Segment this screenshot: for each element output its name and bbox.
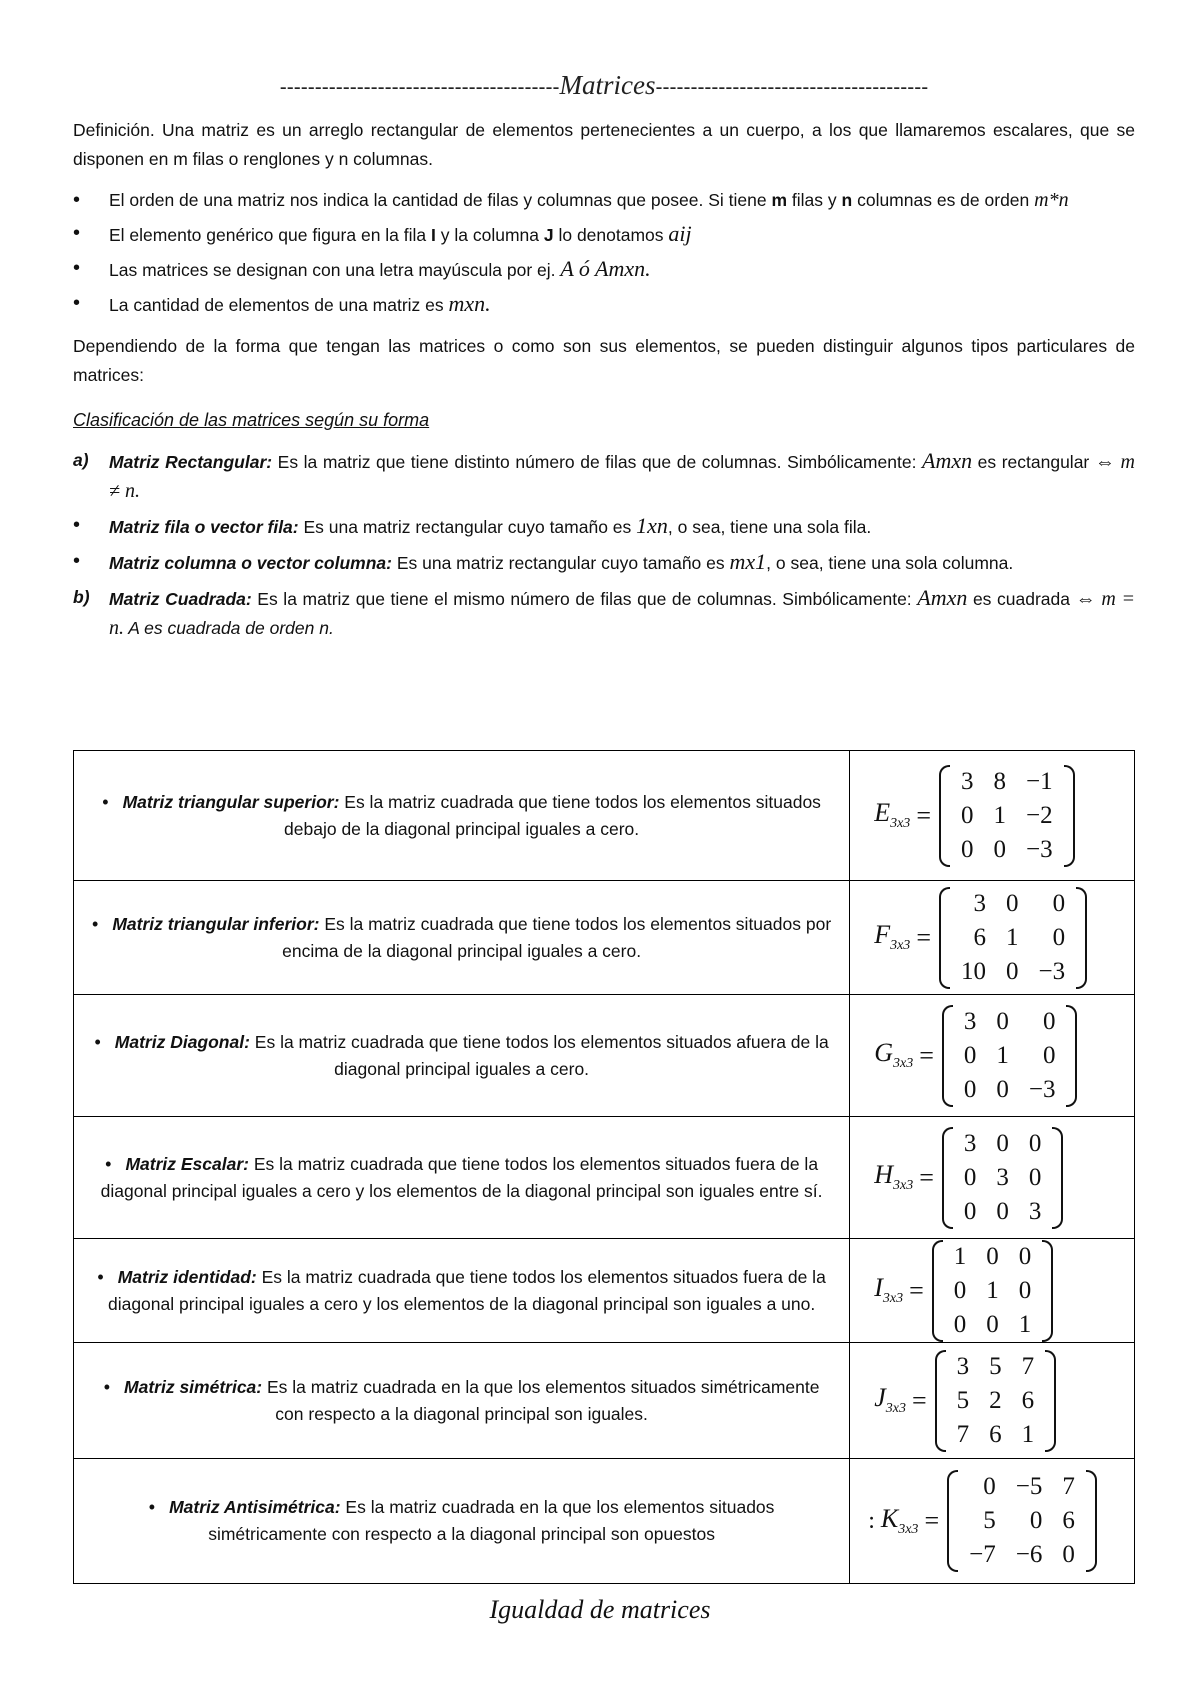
matrix-example [850, 995, 1135, 1117]
matrix-cell: 0 [1062, 1541, 1075, 1568]
matrix-type-text: Es la matriz cuadrada en la que los elementos situados simétricamente con respecto a la diagonal principal son iguales. [262, 1376, 820, 1424]
matrix-cell: 8 [993, 767, 1006, 795]
matrix-type-name: Matriz Antisimétrica: [169, 1497, 341, 1517]
matrix-brackets [942, 1127, 1064, 1229]
matrix-cell: −2 [1025, 801, 1053, 829]
matrix-type-name: Matriz triangular superior: [122, 791, 340, 812]
matrix-type-name: Matriz simétrica: [124, 1376, 263, 1397]
title-text: Matrices [559, 70, 656, 100]
equals-sign: = [909, 1275, 924, 1305]
matrix-grid [951, 887, 1075, 989]
matrix-type-name: Matriz triangular inferior: [112, 913, 320, 934]
matrix-brackets [932, 1240, 1054, 1342]
matrix-grid [954, 1005, 1066, 1107]
matrix-type-row [74, 995, 1135, 1117]
matrix-cell: 7 [956, 1420, 970, 1448]
matrix-cell: −3 [1038, 957, 1066, 985]
class-fila: • Matriz fila o vector fila: Es una matriz rectangular cuyo tamaño es 1xn, o sea, tiene una sola fila. [73, 511, 1135, 542]
matrix-grid [954, 1127, 1052, 1229]
matrix-cell: 3 [960, 767, 974, 795]
matrix-cell: 3 [963, 1007, 977, 1035]
matrix-cell: 0 [963, 1163, 977, 1191]
matrix-type-description: • Matriz identidad: Es la matriz cuadrada que tiene todos los elementos situados fuera de la diagonal principal iguales a cero y los elementos de la diagonal principal son iguales a uno. [74, 1239, 850, 1343]
bullet-designacion: • Las matrices se designan con una letra mayúscula por ej. A ó Amxn. [73, 254, 1135, 285]
matrix-cell: 0 [996, 1129, 1009, 1157]
matrix-cell: 1 [1021, 1420, 1035, 1448]
matrix-type-name: Matriz Escalar: [125, 1153, 249, 1174]
class-columna: • Matriz columna o vector columna: Es una matriz rectangular cuyo tamaño es mx1, o sea, tiene una sola columna. [73, 547, 1135, 578]
matrix-prefix: : [868, 1507, 875, 1534]
matrix-cell: 0 [963, 1075, 977, 1103]
matrix-cell: 3 [956, 1352, 970, 1380]
section-title-igualdad: Igualdad de matrices [489, 1595, 711, 1624]
bullet-cantidad: • La cantidad de elementos de una matriz es mxn. [73, 289, 1135, 320]
matrix-cell: 0 [1028, 1163, 1042, 1191]
matrix-name: $H_{3x3}$ [874, 1160, 914, 1194]
matrix-name: $J_{3x3}$ [874, 1383, 906, 1417]
matrix-brackets [947, 1470, 1097, 1572]
matrix-type-description: • Matriz Antisimétrica: Es la matriz cuadrada en la que los elementos situados simétricamente con respecto a la diagonal principal son opuestos [74, 1459, 850, 1584]
matrix-type-text: Es la matriz cuadrada que tiene todos los elementos situados afuera de la diagonal principal iguales a cero. [249, 1031, 829, 1079]
matrix-cell: 6 [1021, 1386, 1035, 1414]
matrix-cell: 7 [1021, 1352, 1035, 1380]
matrix-cell: 0 [953, 1276, 967, 1304]
matrix-cell: 7 [1062, 1473, 1075, 1500]
matrix-type-text: Es la matriz cuadrada en la que los elementos situados simétricamente con respecto a la diagonal principal son opuestos [208, 1497, 775, 1544]
matrix-cell: 0 [996, 1197, 1009, 1225]
matrix-cell: 5 [956, 1386, 970, 1414]
matrix-type-row [74, 1343, 1135, 1459]
types-intro-paragraph: Dependiendo de la forma que tengan las matrices o como son sus elementos, se pueden distinguir algunos tipos particulares de matrices: [73, 336, 1135, 385]
definition-paragraph: Definición. Una matriz es un arreglo rectangular de elementos pertenecientes a un cuerpo, a los que llamaremos escalares, que se disponen en m filas o renglones y n columnas. [73, 120, 1135, 169]
matrix-cell: 5 [983, 1507, 996, 1534]
matrix-example [850, 751, 1135, 881]
matrix-cell: 1 [993, 801, 1006, 829]
matrix-cell: 5 [989, 1352, 1002, 1380]
matrix-cell: 0 [1018, 1242, 1032, 1270]
matrix-type-description: • Matriz Diagonal: Es la matriz cuadrada que tiene todos los elementos situados afuera de la diagonal principal iguales a cero. [74, 995, 850, 1117]
equals-sign: = [919, 1162, 934, 1192]
matrix-example [850, 1239, 1135, 1343]
title-dashes-left: ---------------------------------------- [279, 76, 560, 99]
matrix-cell: 1 [953, 1242, 967, 1270]
matrix-cell: 1 [1005, 923, 1019, 951]
matrix-cell: 0 [996, 1007, 1009, 1035]
matrix-grid [944, 1240, 1042, 1342]
matrix-cell: 3 [973, 889, 986, 917]
definition-bullets [73, 186, 1135, 320]
matrix-cell: 0 [953, 1310, 967, 1338]
matrix-type-row [74, 1459, 1135, 1584]
matrix-cell: 0 [1018, 1276, 1032, 1304]
matrix-cell: 3 [996, 1163, 1009, 1191]
matrix-type-description: • Matriz triangular inferior: Es la matriz cuadrada que tiene todos los elementos situados por encima de la diagonal principal iguales a cero. [74, 881, 850, 995]
document-page [73, 70, 1135, 648]
matrix-cell: 0 [986, 1310, 999, 1338]
matrix-cell: 0 [983, 1473, 996, 1500]
bullet-elemento: • El elemento genérico que figura en la fila I y la columna J lo denotamos aij [73, 219, 1135, 250]
classification-heading: Clasificación de las matrices según su forma [73, 410, 430, 430]
matrix-cell: 0 [963, 1197, 977, 1225]
matrix-cell: −6 [1015, 1541, 1043, 1568]
class-cuadrada: b) Matriz Cuadrada: Es la matriz que tiene el mismo número de filas que de columnas. Simbólicamente: Amxn es cuadrada ⇔ m = n. A es cuadrada de orden n. [73, 585, 1135, 639]
matrix-type-text: Es la matriz cuadrada que tiene todos los elementos situados por encima de la diagonal principal iguales a cero. [282, 913, 832, 961]
matrix-type-row [74, 751, 1135, 881]
matrix-cell: 0 [1029, 1507, 1043, 1534]
matrix-name: $F_{3x3}$ [874, 920, 911, 954]
matrix-type-description: • Matriz simétrica: Es la matriz cuadrada en la que los elementos situados simétricamente con respecto a la diagonal principal son iguales. [74, 1343, 850, 1459]
matrix-name: $I_{3x3}$ [874, 1273, 904, 1307]
matrix-type-text: Es la matriz cuadrada que tiene todos los elementos situados fuera de la diagonal principal iguales a cero y los elementos de la diagonal principal son iguales a uno. [107, 1266, 826, 1314]
matrix-cell: 10 [960, 957, 986, 985]
matrix-brackets [942, 1005, 1078, 1107]
matrix-type-name: Matriz Diagonal: [114, 1031, 250, 1052]
equals-sign: = [911, 1385, 927, 1415]
matrix-example [850, 881, 1135, 995]
class-rectangular: a) Matriz Rectangular: Es la matriz que tiene distinto número de filas que de columnas. Simbólicamente: Amxn es rectangular ⇔ m ≠ n. [73, 448, 1135, 502]
matrix-example [850, 1343, 1135, 1459]
matrix-cell: 1 [986, 1276, 999, 1304]
matrix-cell: 0 [1005, 957, 1019, 985]
matrix-type-row [74, 1117, 1135, 1239]
matrix-cell: −3 [1025, 835, 1053, 863]
equals-sign: = [916, 800, 931, 830]
title-dashes-right: --------------------------------------- [655, 76, 929, 99]
matrix-example [850, 1459, 1135, 1584]
matrix-cell: 1 [1018, 1310, 1032, 1338]
page-title [73, 70, 1135, 106]
matrix-name: $E_{3x3}$ [874, 798, 911, 832]
matrix-type-row [74, 881, 1135, 995]
equals-sign: = [924, 1506, 940, 1535]
matrix-type-description: • Matriz Escalar: Es la matriz cuadrada que tiene todos los elementos situados fuera de la diagonal principal iguales a cero y los elementos de la diagonal principal son iguales entre sí. [74, 1117, 850, 1239]
matrix-cell: 0 [993, 835, 1006, 863]
matrix-cell: 2 [989, 1386, 1002, 1414]
matrix-cell: 0 [1052, 889, 1066, 917]
matrix-cell: 0 [1042, 1041, 1056, 1069]
matrix-cell: 0 [960, 835, 974, 863]
matrix-types-table [73, 750, 1135, 1584]
matrix-brackets [939, 765, 1075, 867]
matrix-cell: 1 [996, 1041, 1009, 1069]
classification-list [73, 446, 1135, 643]
matrix-cell: 6 [989, 1420, 1002, 1448]
matrix-name: $K_{3x3}$ [880, 1503, 919, 1538]
matrix-type-name: Matriz identidad: [117, 1266, 257, 1287]
matrix-cell: 0 [960, 801, 974, 829]
matrix-cell: 3 [963, 1129, 977, 1157]
matrix-cell: 0 [1005, 889, 1019, 917]
matrix-cell: 0 [996, 1075, 1009, 1103]
matrix-cell: −1 [1025, 767, 1053, 795]
matrix-cell: 0 [986, 1242, 999, 1270]
matrix-grid [951, 765, 1063, 867]
matrix-grid [959, 1470, 1085, 1572]
matrix-cell: −7 [969, 1541, 996, 1568]
matrix-cell: 6 [973, 923, 986, 951]
matrix-example [850, 1117, 1135, 1239]
matrix-type-text: Es la matriz cuadrada que tiene todos los elementos situados debajo de la diagonal principal iguales a cero. [284, 791, 821, 839]
matrix-name: $G_{3x3}$ [874, 1038, 914, 1072]
matrix-type-text: Es la matriz cuadrada que tiene todos los elementos situados fuera de la diagonal principal iguales a cero y los elementos de la diagonal principal son iguales entre sí. [100, 1153, 823, 1201]
matrix-cell: 3 [1028, 1197, 1042, 1225]
bullet-orden: • El orden de una matriz nos indica la cantidad de filas y columnas que posee. Si tiene m filas y n columnas es de orden m*n [73, 186, 1135, 215]
matrix-cell: 0 [963, 1041, 977, 1069]
matrix-type-row [74, 1239, 1135, 1343]
matrix-brackets [939, 887, 1087, 989]
matrix-type-description: • Matriz triangular superior: Es la matriz cuadrada que tiene todos los elementos situados debajo de la diagonal principal iguales a cero. [74, 751, 850, 881]
matrix-cell: 0 [1028, 1129, 1042, 1157]
matrix-brackets [935, 1350, 1057, 1452]
equals-sign: = [916, 922, 931, 952]
matrix-cell: 6 [1062, 1507, 1075, 1534]
equals-sign: = [919, 1040, 934, 1070]
matrix-cell: −5 [1015, 1473, 1043, 1500]
matrix-cell: 0 [1042, 1007, 1056, 1035]
matrix-grid [947, 1350, 1045, 1452]
matrix-cell: 0 [1052, 923, 1066, 951]
matrix-cell: −3 [1028, 1075, 1056, 1103]
